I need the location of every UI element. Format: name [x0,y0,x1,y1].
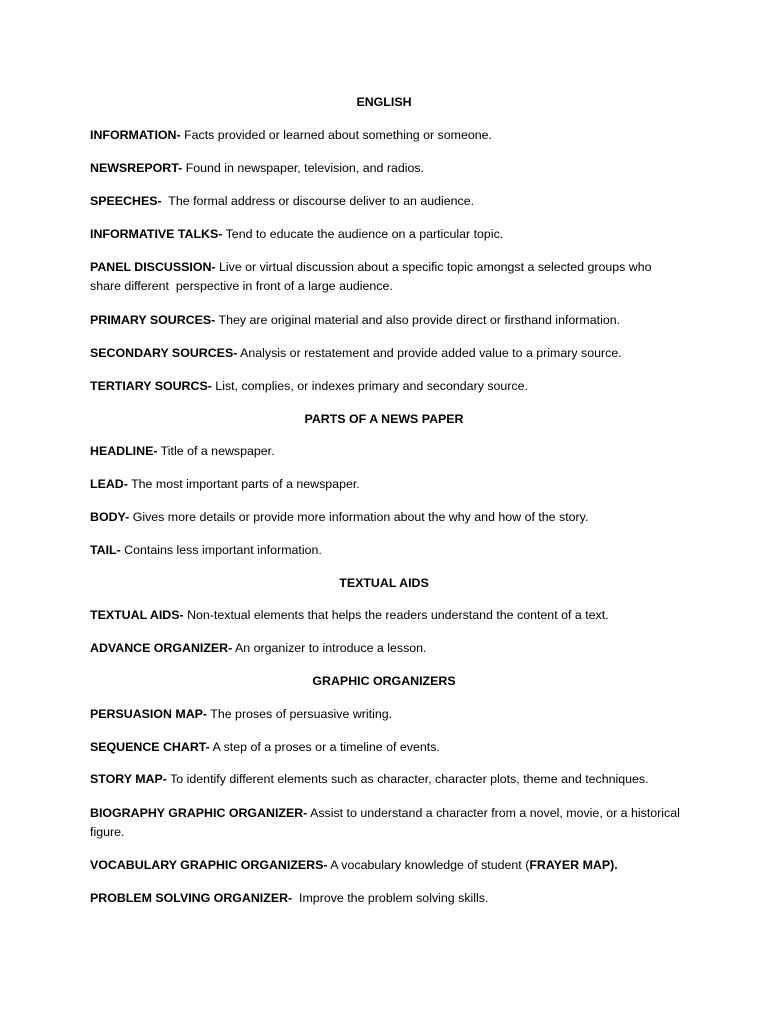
entry-definition: The proses of persuasive writing. [207,707,393,721]
entry-body [90,508,690,527]
entry-lead [90,475,690,494]
entry-term: TAIL- [90,543,121,557]
entry-term: TEXTUAL AIDS- [90,608,184,622]
entry-term: INFORMATION- [90,128,181,142]
entry-definition: List, complies, or indexes primary and secondary source. [211,379,528,393]
entry-term: SEQUENCE CHART- [90,740,210,754]
entry-term: PANEL DISCUSSION- [90,260,216,274]
entry-term: SPEECHES- [90,194,162,208]
entry-term: STORY MAP- [90,772,167,786]
entry-advance-organizer [90,639,690,658]
entry-definition: Contains less important information. [120,543,322,557]
entry-definition: Improve the problem solving skills. [292,891,489,905]
entry-newsreport [90,159,690,178]
entry-definition-emphasis: FRAYER MAP). [529,858,618,872]
entry-headline [90,442,690,461]
entry-definition: Analysis or restatement and provide added value to a primary source. [237,346,622,360]
entry-definition: Assist to understand a character from a novel, movie, or a historical figure. [90,806,680,839]
entry-definition: Found in newspaper, television, and radios. [182,161,425,175]
entry-informative-talks [90,225,690,244]
entry-term: TERTIARY SOURCS- [90,379,212,393]
heading-textual-aids: TEXTUAL AIDS [339,576,429,590]
entry-term: SECONDARY SOURCES- [90,346,238,360]
entry-term: PERSUASION MAP- [90,707,208,721]
entry-definition: Gives more details or provide more information about the why and how of the story. [129,510,589,524]
entry-definition: The formal address or discourse deliver to an audience. [161,194,475,208]
entry-definition: They are original material and also provide direct or firsthand information. [215,313,621,327]
entry-primary-sources [90,311,690,330]
entry-information [90,126,690,145]
entry-term: NEWSREPORT- [90,161,183,175]
entry-biography-graphic-organizer [90,804,685,842]
entry-story-map [90,770,690,789]
entry-definition: To identify different elements such as character, character plots, theme and techniques. [166,772,649,786]
entry-definition: An organizer to introduce a lesson. [232,641,427,655]
entry-vocabulary-graphic-organizers [90,856,690,875]
heading-graphic-organizers: GRAPHIC ORGANIZERS [312,674,456,688]
entry-definition: Non-textual elements that helps the readers understand the content of a text. [183,608,609,622]
entry-tail [90,541,690,560]
entry-definition: A step of a proses or a timeline of events. [209,740,440,754]
entry-speeches [90,192,690,211]
entry-tertiary-sources [90,377,690,396]
entry-definition: Facts provided or learned about something or someone. [180,128,492,142]
entry-definition: The most important parts of a newspaper. [127,477,360,491]
entry-term: LEAD- [90,477,128,491]
entry-term: PROBLEM SOLVING ORGANIZER- [90,891,293,905]
entry-definition: Tend to educate the audience on a particular topic. [222,227,504,241]
entry-term: BIOGRAPHY GRAPHIC ORGANIZER- [90,806,308,820]
entry-secondary-sources [90,344,690,363]
entry-problem-solving-organizer [90,889,690,908]
entry-persuasion-map [90,705,690,724]
entry-definition: Live or virtual discussion about a specific topic amongst a selected groups who share different perspective in front of a large audience. [90,260,655,293]
entry-sequence-chart [90,738,690,757]
entry-panel-discussion [90,258,685,296]
entry-term: HEADLINE- [90,444,158,458]
entry-textual-aids [90,606,690,625]
heading-parts-of-news-paper: PARTS OF A NEWS PAPER [304,412,464,426]
entry-definition: A vocabulary knowledge of student ( [327,858,530,872]
entry-term: BODY- [90,510,130,524]
entry-definition: Title of a newspaper. [157,444,275,458]
heading-english: ENGLISH [356,95,412,109]
entry-term: VOCABULARY GRAPHIC ORGANIZERS- [90,858,328,872]
entry-term: INFORMATIVE TALKS- [90,227,223,241]
entry-term: ADVANCE ORGANIZER- [90,641,233,655]
entry-term: PRIMARY SOURCES- [90,313,216,327]
